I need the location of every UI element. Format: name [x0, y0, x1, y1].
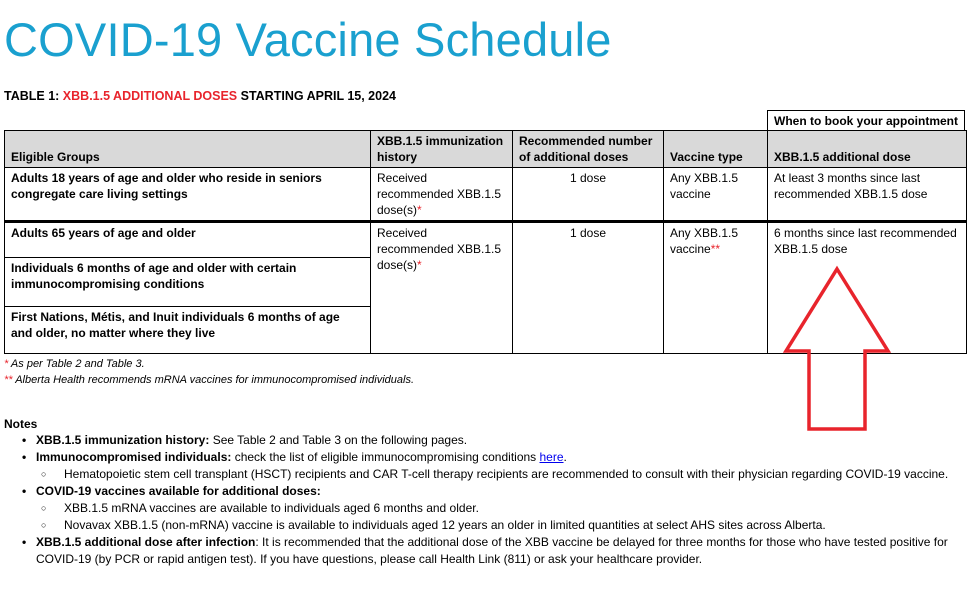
note-item	[22, 449, 967, 483]
note-sublist	[36, 500, 967, 534]
note-item	[22, 483, 967, 534]
notes-list	[22, 432, 967, 568]
note-label: XBB.1.5 immunization history:	[36, 433, 210, 447]
note-label: XBB.1.5 additional dose after infection	[36, 535, 256, 549]
page-title: COVID-19 Vaccine Schedule	[4, 13, 612, 66]
history-text: Received recommended XBB.1.5 dose(s)	[377, 226, 502, 272]
table-heading-suffix: STARTING APRIL 15, 2024	[237, 89, 396, 103]
doses-cell: 1 dose	[513, 168, 664, 222]
note-text: See Table 2 and Table 3 on the following pages.	[209, 433, 468, 447]
note-label: Immunocompromised individuals:	[36, 450, 232, 464]
footnotes	[4, 356, 414, 388]
note-item	[22, 534, 967, 568]
footnote-1-mark: *	[4, 358, 9, 370]
footnote-2-mark: **	[4, 374, 13, 386]
table-heading	[4, 89, 396, 103]
history-cell	[371, 168, 513, 222]
table-header-row	[5, 131, 967, 168]
note-subitem: ○ Novavax XBB.1.5 (non-mRNA) vaccine is available to individuals aged 12 years an older in limited quantities at select AHS sites across Alberta.	[36, 517, 967, 534]
vaccine-type-cell: Any XBB.1.5 vaccine	[664, 168, 768, 222]
vaccine-type-footnote-mark: **	[710, 242, 721, 256]
table-row	[5, 222, 967, 258]
table-heading-prefix: TABLE 1:	[4, 89, 63, 103]
group-cell: Adults 65 years of age and older	[5, 222, 371, 258]
note-text: : It is recommended that the additional dose of the XBB vaccine be delayed for three months for those who have tested positive for COVID-19 (by PCR or rapid antigen test). If you have questions, please call Health Link (811) or ask your healthcare provider.	[36, 535, 948, 566]
table-row	[5, 168, 967, 222]
note-subitem: ○ XBB.1.5 mRNA vaccines are available to individuals aged 6 months and older.	[36, 500, 967, 517]
table-heading-highlight: XBB.1.5 ADDITIONAL DOSES	[62, 89, 238, 103]
group-cell: First Nations, Métis, and Inuit individuals 6 months of age and older, no matter where they live	[5, 307, 371, 354]
col-eligible-groups: Eligible Groups	[5, 131, 371, 168]
group-cell: Individuals 6 months of age and older with certain immunocompromising conditions	[5, 258, 371, 307]
footnote-1	[4, 356, 414, 372]
history-footnote-mark: *	[417, 258, 422, 272]
vaccine-type-cell	[664, 222, 768, 354]
vaccine-type-text: Any XBB.1.5 vaccine	[670, 226, 739, 256]
up-arrow-outline-icon	[782, 265, 892, 435]
note-text: check the list of eligible immunocompromising conditions	[231, 450, 540, 464]
note-subitem: ○ Hematopoietic stem cell transplant (HSCT) recipients and CAR T-cell therapy recipients are recommended to consult with their physician regarding COVID-19 vaccine.	[36, 466, 967, 483]
footnote-2-text: Alberta Health recommends mRNA vaccines for immunocompromised individuals.	[12, 374, 415, 386]
doses-cell: 1 dose	[513, 222, 664, 354]
conditions-link[interactable]: here	[539, 450, 564, 464]
history-text: Received recommended XBB.1.5 dose(s)	[377, 171, 502, 217]
note-text-end: .	[563, 450, 567, 464]
additional-dose-cell: At least 3 months since last recommended XBB.1.5 dose	[768, 168, 967, 222]
note-label: COVID-19 vaccines available for additional doses:	[36, 484, 321, 498]
col-additional-dose: XBB.1.5 additional dose	[768, 131, 967, 168]
notes-title: Notes	[4, 417, 38, 431]
group-cell: Adults 18 years of age and older who reside in seniors congregate care living settings	[5, 168, 371, 222]
history-footnote-mark: *	[417, 203, 422, 217]
footnote-1-text: As per Table 2 and Table 3.	[8, 358, 145, 370]
history-cell	[371, 222, 513, 354]
col-vaccine-type: Vaccine type	[664, 131, 768, 168]
note-sublist	[36, 466, 967, 483]
col-immunization-history: XBB.1.5 immunization history	[371, 131, 513, 168]
footnote-2	[4, 372, 414, 388]
col-recommended-doses: Recommended number of additional doses	[513, 131, 664, 168]
book-appointment-header: When to book your appointment	[767, 110, 965, 130]
additional-dose-cell: 6 months since last recommended XBB.1.5 dose	[768, 222, 967, 354]
